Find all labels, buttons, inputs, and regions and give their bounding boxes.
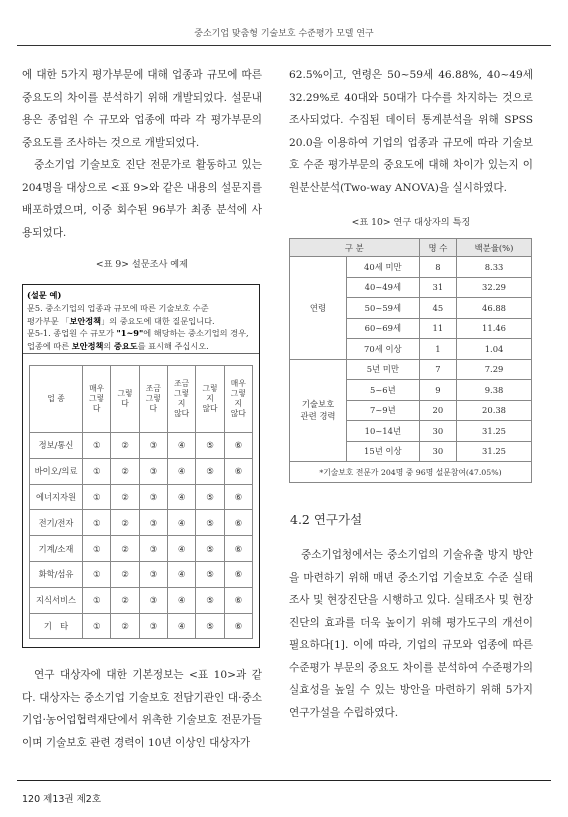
rating-option: ② [111, 484, 139, 510]
table9-caption: <표 9> 설문조사 예제 [95, 259, 189, 270]
rating-option: ④ [167, 458, 195, 484]
rating-option: ⑥ [224, 536, 252, 562]
category-cell: 40~49세 [347, 277, 420, 298]
rating-option: ⑥ [224, 510, 252, 536]
col-header: 백분율(%) [457, 239, 532, 257]
rating-option: ④ [167, 484, 195, 510]
rating-option: ③ [139, 561, 167, 587]
table-note: *기술보호 전문가 204명 중 96명 설문참여(47.05%) [290, 462, 532, 483]
survey-table [29, 365, 253, 639]
rating-option: ① [83, 510, 111, 536]
percent-cell: 31.25 [457, 421, 532, 442]
category-cell: 40세 미만 [347, 257, 420, 278]
rating-option: ⑤ [196, 510, 224, 536]
rating-option: ③ [139, 587, 167, 613]
industry-name: 지식서비스 [30, 587, 83, 613]
rating-option: ③ [139, 536, 167, 562]
rating-option: ② [111, 510, 139, 536]
count-cell: 7 [419, 359, 456, 380]
count-cell: 11 [419, 318, 456, 339]
paragraph: 연구 대상자에 대한 기본정보는 <표 10>과 같다. 대상자는 중소기업 기술보호 전담기관인 대·중소기업·농어업협력재단에서 위촉한 기술보호 전문가들이며 기술보호 관련 경력이 10년 이상인 대상자가 [22, 669, 262, 749]
category-cell: 5~6년 [347, 380, 420, 401]
percent-cell: 32.29 [457, 277, 532, 298]
paragraph: 중소기업 기술보호 진단 전문가로 활동하고 있는 204명을 대상으로 <표 9>와 같은 내용의 설문지를 배포하였으며, 이중 회수된 96부가 최종 분석에 사용되었다. [22, 159, 262, 239]
rating-option: ② [111, 433, 139, 459]
rating-option: ⑥ [224, 613, 252, 639]
section-text [289, 544, 533, 724]
rating-option: ⑤ [196, 484, 224, 510]
group-label: 기술보호 관련 경력 [290, 359, 347, 462]
percent-cell: 31.25 [457, 441, 532, 462]
rating-option: ⑥ [224, 458, 252, 484]
industry-name: 바이오/의료 [30, 458, 83, 484]
paragraph: 62.5%이고, 연령은 50~59세 46.88%, 40~49세 32.29%로 40대와 50대가 다수를 차지하는 것으로 조사되었다. 수집된 데이터 통계분석을 위해 SPSS 20.0을 이용하여 기업의 업종과 규모에 따라 기술보호 수준 평가부문의 중요도에 대해 차이가 있는지 이원분산분석(Two-way ANOVA)을 실시하였다. [289, 69, 533, 194]
rating-option: ⑥ [224, 484, 252, 510]
rating-option: ① [83, 458, 111, 484]
paragraph: 중소기업청에서는 중소기업의 기술유출 방지 방안을 마련하기 위해 매년 중소기업 기술보호 수준 실태조사 및 현장진단을 시행하고 있다. 실태조사 및 현장진단의 효과를 더욱 높이기 위해 평가도구의 개선이 필요하다[1]. 이에 따라, 기업의 규모와 업종에 따른 수준평가 부문의 중요도 차이를 분석하여 수준평가의 실효성을 높일 수 있는 방안을 마련하기 위해 5가지 연구가설을 수립하였다. [289, 549, 533, 719]
scale-header: 그렇 지 않다 [196, 366, 224, 433]
category-cell: 50~59세 [347, 298, 420, 319]
industry-name: 정보/통신 [30, 433, 83, 459]
rating-option: ① [83, 536, 111, 562]
rating-option: ⑥ [224, 433, 252, 459]
scale-header: 조금 그렇 다 [139, 366, 167, 433]
scale-header: 조금 그렇 지 않다 [167, 366, 195, 433]
running-header: 중소기업 맞춤형 기술보호 수준평가 모델 연구 [194, 29, 374, 39]
rating-option: ⑤ [196, 433, 224, 459]
table-row [30, 510, 253, 536]
right-top-text [289, 64, 533, 199]
rating-option: ④ [167, 536, 195, 562]
industry-header: 업 종 [30, 366, 83, 433]
table-row [30, 561, 253, 587]
category-cell: 70세 이상 [347, 339, 420, 360]
industry-name: 전기/전자 [30, 510, 83, 536]
survey-divider [23, 353, 259, 354]
table-row [30, 458, 253, 484]
rating-option: ④ [167, 613, 195, 639]
rating-option: ① [83, 587, 111, 613]
group-label: 연령 [290, 257, 347, 360]
category-cell: 7~9년 [347, 400, 420, 421]
percent-cell: 1.04 [457, 339, 532, 360]
rating-option: ① [83, 484, 111, 510]
subject-table [289, 238, 532, 483]
table-row [290, 359, 532, 380]
table10-caption: <표 10> 연구 대상자의 특징 [351, 217, 471, 228]
page-footer: 120 제13권 제2호 [22, 794, 102, 805]
rating-option: ② [111, 536, 139, 562]
rating-option: ③ [139, 510, 167, 536]
rating-option: ② [111, 613, 139, 639]
footer-rule [17, 780, 551, 781]
section-title: 4.2 연구가설 [290, 512, 363, 527]
industry-name: 기계/소재 [30, 536, 83, 562]
survey-q5-line1: 문5. 중소기업의 업종과 규모에 따른 기술보호 수준 [27, 302, 209, 313]
survey-title: (설문 예) [27, 290, 62, 300]
header-rule [17, 45, 551, 46]
count-cell: 45 [419, 298, 456, 319]
rating-option: ① [83, 561, 111, 587]
rating-option: ⑤ [196, 561, 224, 587]
survey-q5-line2: 평가부문 「보안정책」의 중요도에 대한 질문입니다. [27, 315, 215, 326]
rating-option: ④ [167, 561, 195, 587]
rating-option: ⑤ [196, 587, 224, 613]
count-cell: 20 [419, 400, 456, 421]
paragraph: 에 대한 5가지 평가부문에 대해 업종과 규모에 따른 중요도의 차이를 분석하기 위해 개발되었다. 설문내용은 종업원 수 규모와 업종에 따라 각 평가부문의 중요도를 조사하는 것으로 개발되었다. [22, 69, 262, 149]
rating-option: ③ [139, 484, 167, 510]
scale-header: 그렇 다 [111, 366, 139, 433]
rating-option: ⑥ [224, 587, 252, 613]
category-cell: 5년 미만 [347, 359, 420, 380]
survey-example-box [22, 284, 260, 648]
count-cell: 31 [419, 277, 456, 298]
percent-cell: 8.33 [457, 257, 532, 278]
left-bottom-text [22, 664, 262, 754]
table-row [30, 484, 253, 510]
count-cell: 1 [419, 339, 456, 360]
left-top-text [22, 64, 262, 244]
rating-option: ⑤ [196, 536, 224, 562]
scale-header: 매우 그렇 다 [83, 366, 111, 433]
rating-option: ① [83, 433, 111, 459]
percent-cell: 7.29 [457, 359, 532, 380]
rating-option: ④ [167, 587, 195, 613]
count-cell: 30 [419, 441, 456, 462]
survey-q51-line2: 업종에 따른 보안정책의 중요도를 표시해 주십시오. [27, 341, 209, 352]
rating-option: ⑥ [224, 561, 252, 587]
count-cell: 8 [419, 257, 456, 278]
table-row [290, 257, 532, 278]
rating-option: ③ [139, 613, 167, 639]
rating-option: ② [111, 561, 139, 587]
table-row [30, 433, 253, 459]
table-row [30, 536, 253, 562]
percent-cell: 20.38 [457, 400, 532, 421]
industry-name: 에너지자원 [30, 484, 83, 510]
rating-option: ③ [139, 433, 167, 459]
rating-option: ② [111, 587, 139, 613]
rating-option: ① [83, 613, 111, 639]
rating-option: ③ [139, 458, 167, 484]
rating-option: ② [111, 458, 139, 484]
percent-cell: 9.38 [457, 380, 532, 401]
survey-q51-line1: 문5-1. 종업원 수 규모가 "1~9"에 해당하는 중소기업의 경우, [27, 328, 249, 339]
table-row [30, 587, 253, 613]
table-row [30, 613, 253, 639]
category-cell: 60~69세 [347, 318, 420, 339]
rating-option: ⑤ [196, 458, 224, 484]
category-cell: 10~14년 [347, 421, 420, 442]
scale-header: 매우 그렇 지 않다 [224, 366, 252, 433]
count-cell: 30 [419, 421, 456, 442]
industry-name: 기 타 [30, 613, 83, 639]
col-header: 명 수 [419, 239, 456, 257]
rating-option: ④ [167, 510, 195, 536]
industry-name: 화학/섬유 [30, 561, 83, 587]
category-cell: 15년 이상 [347, 441, 420, 462]
rating-option: ④ [167, 433, 195, 459]
col-header: 구 분 [290, 239, 420, 257]
rating-option: ⑤ [196, 613, 224, 639]
percent-cell: 11.46 [457, 318, 532, 339]
count-cell: 9 [419, 380, 456, 401]
percent-cell: 46.88 [457, 298, 532, 319]
